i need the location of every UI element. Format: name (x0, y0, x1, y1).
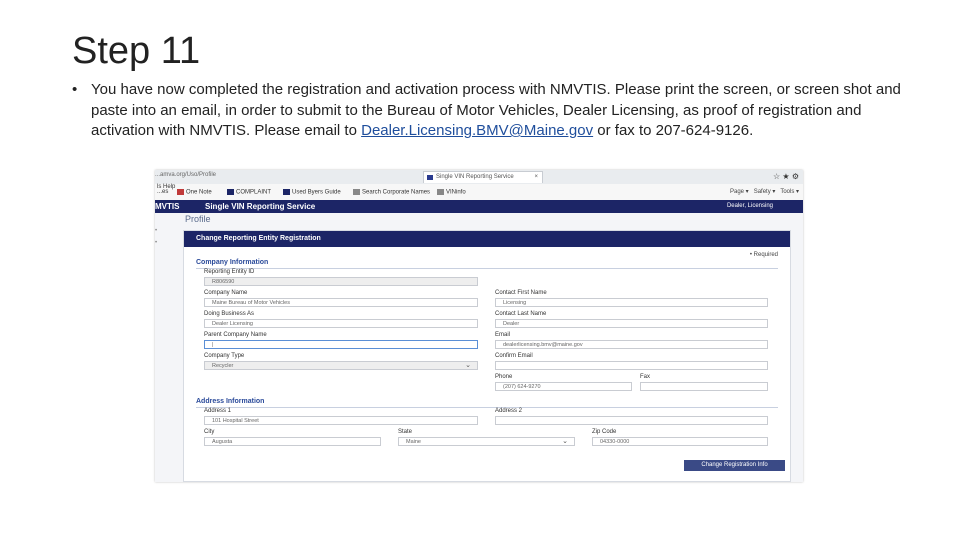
bookmark-complaint[interactable]: COMPLAINT (227, 189, 271, 196)
company-name-label: Company Name (204, 290, 248, 296)
address1-label: Address 1 (204, 408, 232, 414)
reporting-entity-id-label: Reporting Entity ID (204, 269, 255, 275)
card-title: Change Reporting Entity Registration (184, 231, 790, 247)
bookmark-star-icon (227, 189, 234, 195)
state-value: Maine (406, 439, 421, 445)
dba-label: Doing Business As (204, 311, 255, 317)
required-note: • Required (749, 252, 778, 258)
contact-last-label: Contact Last Name (495, 311, 547, 317)
app-title: Single VIN Reporting Service (205, 202, 316, 211)
bullet-dot: • (72, 81, 78, 98)
zip-label: Zip Code (592, 429, 617, 435)
city-field[interactable]: Augusta (204, 437, 381, 446)
instruction-text (72, 80, 902, 142)
safety-menu[interactable]: Safety ▾ (753, 189, 776, 195)
fax-label: Fax (640, 374, 651, 380)
registration-card (183, 230, 791, 482)
section-divider (196, 407, 778, 408)
page-menu[interactable]: Page ▾ (729, 189, 749, 195)
zip-field[interactable]: 04330-0000 (592, 437, 768, 446)
tab-close-icon[interactable]: × (534, 174, 538, 180)
browser-tab[interactable] (423, 171, 543, 183)
browser-title-bar (155, 170, 803, 185)
email-field[interactable]: dealerlicensing.bmv@maine.gov (495, 340, 768, 349)
state-label: State (398, 429, 413, 435)
tab-favicon-icon (427, 175, 433, 180)
page-icon (437, 189, 444, 195)
bookmark-vininfo[interactable]: VINinfo (437, 189, 466, 196)
tools-menu[interactable]: Tools ▾ (780, 189, 799, 195)
bookmarks-bar (155, 184, 803, 201)
phone-field[interactable]: (207) 624-9270 (495, 382, 632, 391)
change-registration-button[interactable]: Change Registration Info (684, 460, 785, 471)
bookmarks-prefix: ...es (157, 189, 169, 195)
nmvtis-logo: MVTIS (155, 202, 180, 211)
page-title: Profile (185, 214, 211, 224)
confirm-email-label: Confirm Email (495, 353, 533, 359)
nmvtis-screenshot (155, 170, 803, 482)
app-header (155, 200, 803, 213)
browser-command-bar (730, 188, 799, 195)
state-select[interactable] (398, 437, 575, 446)
company-type-label: Company Type (204, 353, 245, 359)
confirm-email-field[interactable] (495, 361, 768, 370)
browser-toolbar-icons[interactable]: ☆ ★ ⚙ (773, 172, 799, 181)
section-divider (196, 268, 778, 269)
bookmark-star-icon (283, 189, 290, 195)
instruction-bullet (72, 80, 902, 142)
phone-label: Phone (495, 374, 513, 380)
menu-help[interactable]: ls Help (157, 184, 176, 190)
side-marker: • (155, 228, 158, 234)
bookmark-search-corporate[interactable]: Search Corporate Names (353, 189, 430, 196)
fax-field[interactable] (640, 382, 768, 391)
contact-first-label: Contact First Name (495, 290, 547, 296)
company-name-field[interactable]: Maine Bureau of Motor Vehicles (204, 298, 478, 307)
contact-first-field[interactable]: Licensing (495, 298, 768, 307)
email-label: Email (495, 332, 511, 338)
bookmark-used-byers-guide[interactable]: Used Byers Guide (283, 189, 341, 196)
parent-company-label: Parent Company Name (204, 332, 267, 338)
bookmark-one-note[interactable]: One Note (177, 189, 212, 196)
address-info-heading: Address Information (196, 398, 265, 405)
page-icon (353, 189, 360, 195)
address2-label: Address 2 (495, 408, 523, 414)
chevron-down-icon: ⌄ (465, 362, 471, 369)
reporting-entity-id-field: R806590 (204, 277, 478, 286)
address2-field[interactable] (495, 416, 768, 425)
tab-title: Single VIN Reporting Service (436, 174, 514, 180)
instruction-text-start: You have now completed the registration and activation process with NMVTIS. Please print the screen, or screen shot and paste into an email, in order to submit to the Bureau of Motor Vehicles, Dealer Licensing, as proof of registration and activation with NMVTIS. Please email to (91, 81, 901, 139)
company-info-heading: Company Information (196, 259, 269, 266)
company-type-select[interactable] (204, 361, 478, 370)
user-menu[interactable]: Dealer, Licensing (726, 203, 773, 209)
chevron-down-icon: ⌄ (562, 438, 568, 445)
address1-field[interactable]: 101 Hospital Street (204, 416, 478, 425)
address-bar[interactable]: ...amva.org/Uso/Profile (155, 172, 217, 178)
city-label: City (204, 429, 215, 435)
email-link[interactable]: Dealer.Licensing.BMV@Maine.gov (361, 122, 594, 139)
company-type-value: Recycler (212, 363, 234, 369)
contact-last-field[interactable]: Dealer (495, 319, 768, 328)
slide-title: Step 11 (72, 30, 201, 72)
parent-company-field[interactable]: | (204, 340, 478, 349)
onenote-icon (177, 189, 184, 195)
instruction-text-end: or fax to 207-624-9126. (593, 122, 754, 139)
dba-field[interactable]: Dealer Licensing (204, 319, 478, 328)
side-marker: • (155, 240, 158, 246)
